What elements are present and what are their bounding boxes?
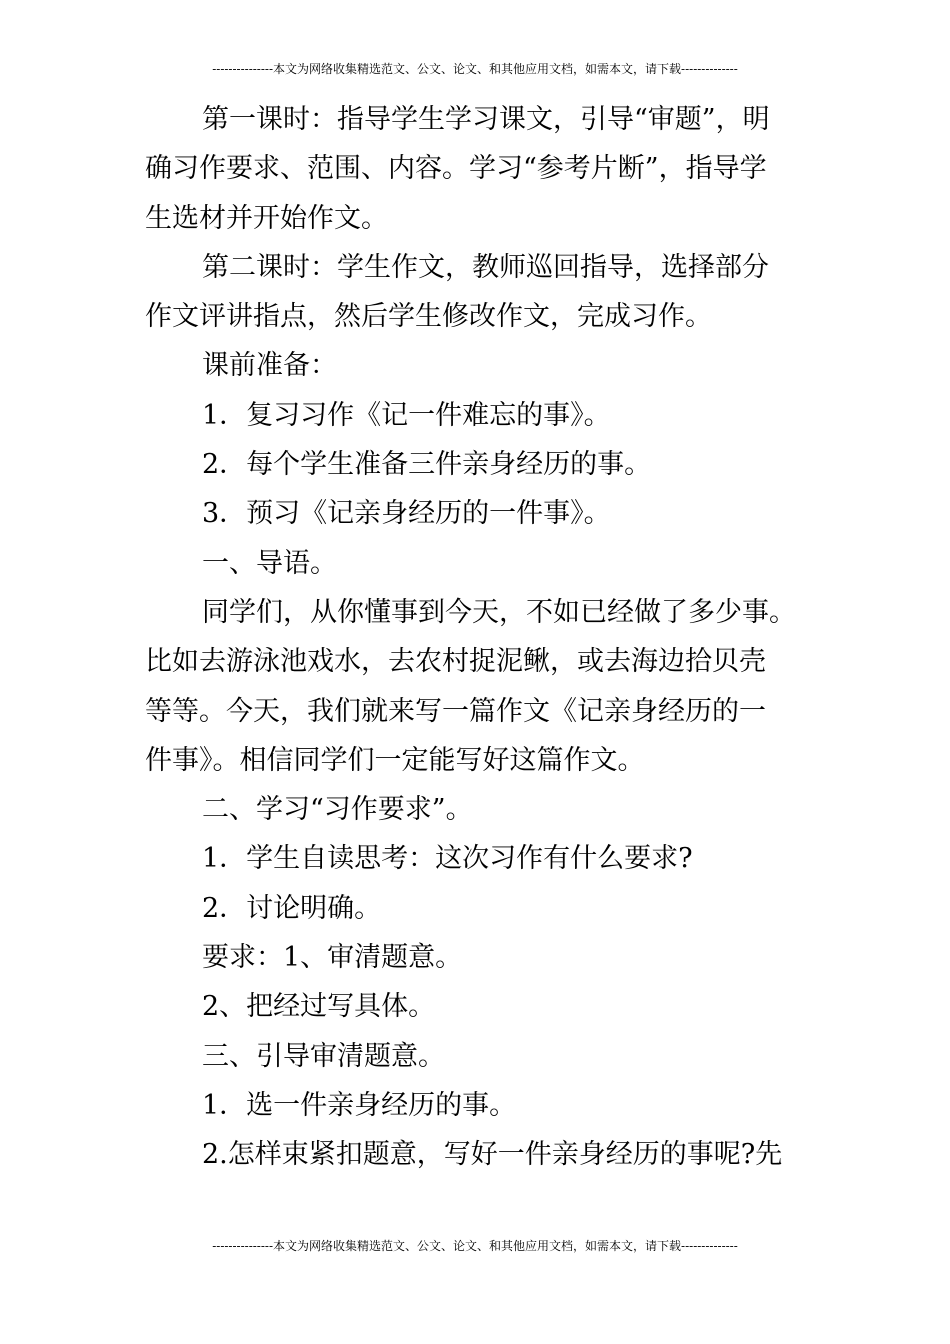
paragraph-line: 等等。今天，我们就来写一篇作文《记亲身经历的一 — [145, 695, 766, 727]
section-heading: 一、导语。 — [202, 547, 337, 579]
list-item: 2、把经过写具体。 — [202, 991, 436, 1023]
paragraph-line: 比如去游泳池戏水，去农村捉泥鳅，或去海边拾贝壳 — [145, 646, 766, 678]
list-item: 2．每个学生准备三件亲身经历的事。 — [202, 449, 652, 481]
paragraph-line: 第二课时：学生作文，教师巡回指导，选择部分 — [202, 251, 769, 283]
document-body — [145, 95, 810, 1180]
paragraph-line: 作文评讲指点，然后学生修改作文，完成习作。 — [145, 301, 712, 333]
footer-banner: ---------------本文为网络收集精选范文、公文、论文、和其他应用文档，如需本文，请下载-------------- — [212, 1239, 738, 1253]
list-item: 3．预习《记亲身经历的一件事》。 — [202, 498, 611, 530]
list-item: 1．选一件亲身经历的事。 — [202, 1089, 517, 1121]
paragraph-line: 第一课时：指导学生学习课文，引导“审题”，明 — [202, 104, 770, 135]
paragraph-line: 同学们，从你懂事到今天，不如已经做了多少事。 — [202, 596, 796, 628]
paragraph-line: 件事》。相信同学们一定能写好这篇作文。 — [145, 744, 645, 776]
list-item: 1．复习习作《记一件难忘的事》。 — [202, 399, 611, 431]
section-heading: 三、引导审清题意。 — [202, 1040, 445, 1072]
list-item: 1．学生自读思考：这次习作有什么要求? — [202, 843, 693, 875]
header-banner: ---------------本文为网络收集精选范文、公文、论文、和其他应用文档，如需本文，请下载-------------- — [212, 62, 738, 76]
list-item: 2．讨论明确。 — [202, 892, 382, 924]
paragraph-line: 确习作要求、范围、内容。学习“参考片断”，指导学 — [145, 153, 767, 185]
list-item: 要求：1、审清题意。 — [202, 942, 463, 974]
section-heading: 二、学习“习作要求”。 — [202, 794, 473, 826]
list-item: 2.怎样束紧扣题意，写好一件亲身经历的事呢?先 — [202, 1139, 783, 1171]
section-label: 课前准备： — [202, 350, 337, 382]
paragraph-line: 生选材并开始作文。 — [145, 202, 388, 234]
